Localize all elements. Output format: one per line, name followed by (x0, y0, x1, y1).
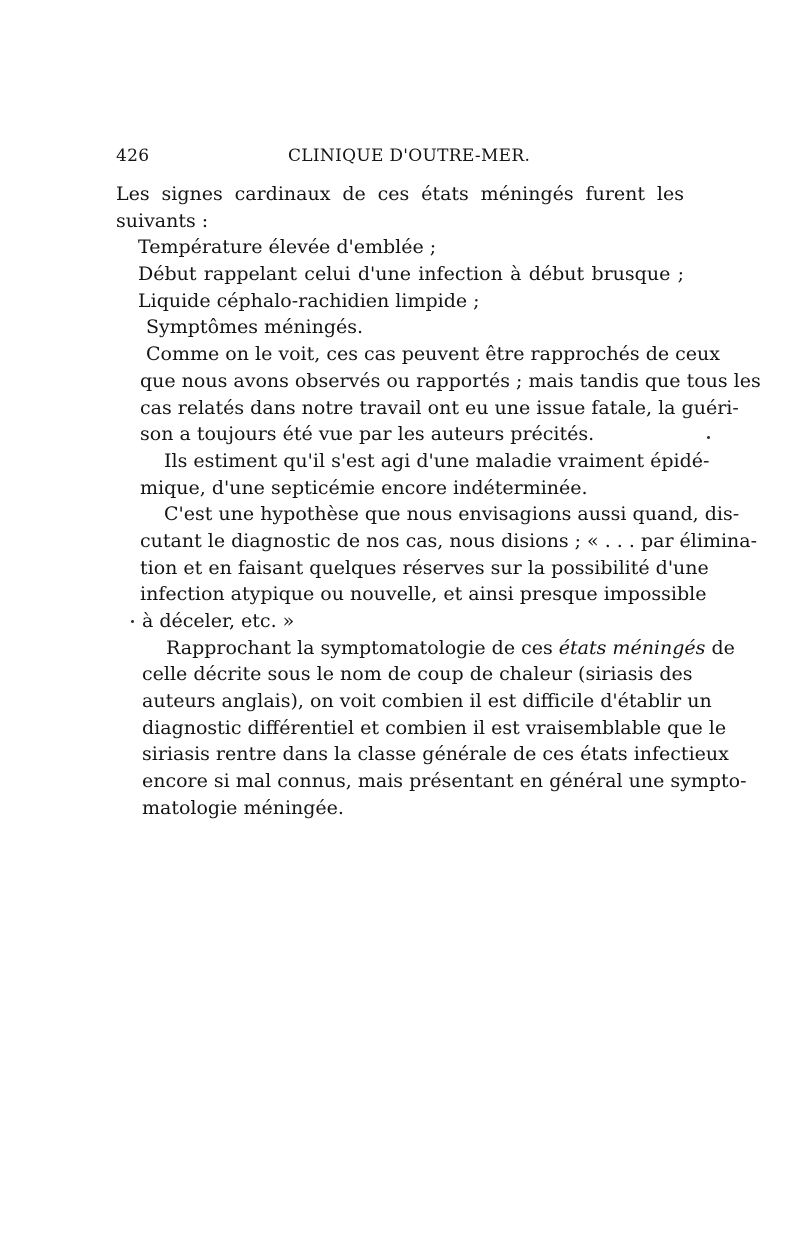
running-title: CLINIQUE D'OUTRE-MER. (288, 146, 531, 166)
text-line: cas relatés dans notre travail ont eu une issue fatale, la guéri- (140, 396, 739, 419)
text-line: Température élevée d'emblée ; (138, 236, 437, 259)
text-line: C'est une hypothèse que nous envisagions aussi quand, dis- (164, 503, 740, 526)
body-text (116, 181, 761, 822)
text-line: Symptômes méningés. (146, 316, 364, 339)
text-line: encore si mal connus, mais présentant en général une sympto- (142, 770, 747, 793)
text-line (116, 635, 735, 662)
text-line: diagnostic différentiel et combien il est vraisemblable que le (142, 716, 727, 739)
page-number: 426 (116, 146, 150, 166)
text-line: tion et en faisant quelques réserves sur la possibilité d'une (140, 556, 709, 579)
text-fragment: de (705, 636, 735, 659)
text-line: Ils estiment qu'il s'est agi d'une maladie vraiment épidé- (164, 449, 710, 472)
text-line: que nous avons observés ou rapportés ; mais tandis que tous les (140, 369, 761, 392)
text-line: cutant le diagnostic de nos cas, nous disions ; « . . . par élimina- (140, 529, 758, 552)
text-line: infection atypique ou nouvelle, et ainsi presque impossible (140, 583, 707, 606)
text-line: à déceler, etc. » (142, 610, 295, 632)
text-line: Début rappelant celui d'une infection à début brusque ; (138, 263, 684, 286)
text-line: celle décrite sous le nom de coup de chaleur (siriasis des (142, 663, 693, 686)
margin-speck (131, 620, 134, 623)
italic-term: états méningés (558, 636, 706, 659)
text-line: Comme on le voit, ces cas peuvent être rapprochés de ceux (146, 343, 720, 366)
text-line: Les signes cardinaux de ces états méningés furent les (116, 183, 684, 205)
running-head (116, 146, 684, 174)
text-line: auteurs anglais), on voit combien il est difficile d'établir un (142, 690, 712, 713)
text-fragment: Rapprochant la symptomatologie de ces (166, 636, 559, 659)
margin-speck (707, 436, 710, 439)
text-line: son a toujours été vue par les auteurs précités. (140, 423, 595, 446)
text-line: siriasis rentre dans la classe générale de ces états infectieux (142, 743, 729, 766)
text-line: suivants : (116, 209, 209, 232)
text-line: mique, d'une septicémie encore indéterminée. (140, 476, 588, 499)
text-line: Liquide céphalo-rachidien limpide ; (138, 289, 480, 312)
text-line: matologie méningée. (142, 796, 344, 819)
